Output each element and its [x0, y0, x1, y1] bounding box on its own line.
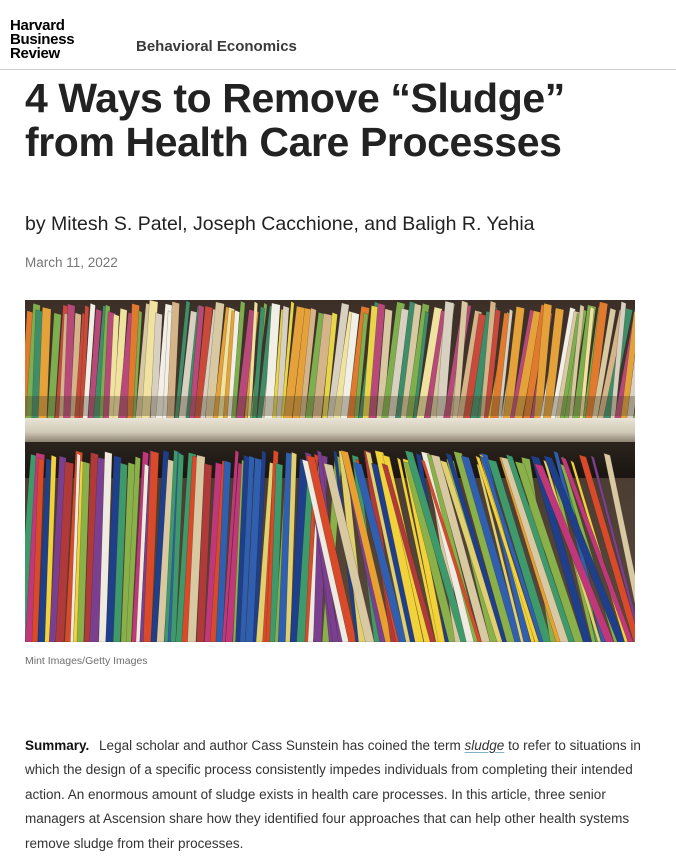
- section-link[interactable]: Behavioral Economics: [136, 38, 297, 55]
- author-link-2[interactable]: Joseph Cacchione: [193, 213, 354, 235]
- logo-line-2: Business: [10, 31, 75, 48]
- byline-prefix: by: [25, 213, 52, 235]
- logo-line-1: Harvard: [10, 17, 65, 34]
- summary-text-before: Legal scholar and author Cass Sunstein has coined the term: [99, 738, 465, 753]
- summary-text-after: to refer to situations in which the design of a specific process consistently impedes individuals from completing their intended action. An enormous amount of sludge exists in health care processes. In this article, three senior managers at Ascension share how they identified four approaches that can help other health systems remove sludge from their processes.: [25, 738, 641, 851]
- byline: [25, 213, 535, 236]
- byline-separator: , and: [353, 213, 403, 235]
- article-summary: [25, 734, 645, 856]
- shelf-board: [25, 418, 635, 442]
- site-header: [0, 0, 676, 70]
- publish-date: March 11, 2022: [25, 255, 118, 270]
- summary-label: Summary.: [25, 738, 90, 753]
- author-link-3[interactable]: Baligh R. Yehia: [402, 213, 535, 235]
- sludge-term-link[interactable]: sludge: [464, 738, 505, 753]
- logo-line-3: Review: [10, 45, 60, 62]
- byline-separator: ,: [182, 213, 193, 235]
- article-title: 4 Ways to Remove “Sludge” from Health Care Processes: [25, 75, 565, 165]
- hero-image: [25, 300, 635, 642]
- file-folders-photo: [25, 300, 635, 642]
- hbr-logo[interactable]: [10, 19, 74, 61]
- image-credit: Mint Images/Getty Images: [25, 655, 148, 667]
- author-link-1[interactable]: Mitesh S. Patel: [51, 213, 183, 235]
